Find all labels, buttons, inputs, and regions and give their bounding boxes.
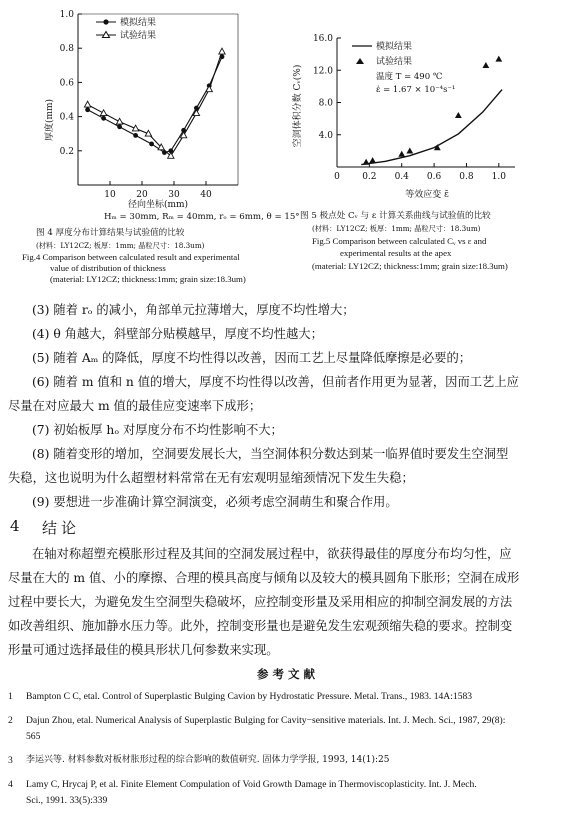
legend-triangle-marker [356, 58, 364, 64]
y-tick-label: 1.0 [59, 10, 74, 20]
x-tick-label: 0.6 [426, 172, 442, 182]
fig4-params: Hₘ = 30mm, Rₘ = 40mm, rₒ = 6mm, θ = 15° [104, 212, 300, 222]
list-item-7: (7) 初始板厚 hₒ 对厚度分布不均性影响不大； [32, 423, 283, 437]
y-tick-label: 4.0 [318, 130, 333, 141]
list-item-5: (5) 随着 Aₘ 的降低，厚度不均性得以改善，因而工艺上尽量降低摩擦是必要的； [32, 351, 472, 365]
data-point-experiment [219, 48, 225, 54]
data-point-simulation [149, 142, 154, 147]
reference-number: 3 [8, 755, 13, 766]
y-tick-label: 0.4 [59, 112, 74, 123]
fig4-caption-en3: (material: LY12CZ; thickness:1mm; grain size:18.3um) [50, 274, 246, 284]
list-item-6-cont: 尽量在对应最大 m 值的最佳应变速率下成形； [8, 399, 262, 413]
fig4-caption-cn: 图 4 厚度分布计算结果与试验值的比较 [36, 228, 185, 238]
references-title: 参 考 文 献 [256, 667, 315, 681]
x-tick-label: 10 [104, 190, 116, 200]
section-number: 4 [10, 517, 20, 535]
data-point-experiment [363, 159, 370, 165]
x-tick-label: 40 [200, 190, 212, 200]
section-title: 结论 [42, 519, 81, 537]
figure-4-chart [0, 0, 290, 222]
x-tick-label: 20 [136, 190, 148, 200]
list-item-4: (4) θ 角越大，斜壁部分贴模越早，厚度不均性越大； [32, 327, 323, 341]
y-tick-label: 0.6 [59, 78, 74, 89]
x-tick-label: 1.0 [491, 172, 506, 182]
conclusion-line-2: 尽量在大的 m 值、小的摩擦、合理的模具高度与倾角以及较大的模具圆角下胀形；空洞在成形 [8, 571, 520, 585]
y-tick-label: 12.0 [312, 66, 333, 77]
data-point-experiment [406, 147, 413, 153]
reference-4-line-1: Lamy C, Hrycaj P, et al. Finite Element Compulation of Void Growth Damage in Thermoviscoplasticity. Int. J. Mech. [26, 779, 477, 790]
list-item-9: (9) 要想进一步准确计算空洞演变，必须考虑空洞萌生和聚合作用。 [32, 495, 398, 509]
y-tick-label: 16.0 [312, 34, 333, 44]
conclusion-line-4: 如改善组织、施加静水压力等。此外，控制变形量也是避免发生宏观颈缩失稳的要求。控制变 [8, 619, 513, 633]
legend-circle-marker [103, 19, 108, 24]
data-point-experiment [84, 101, 90, 107]
x-tick-label: 0.4 [394, 172, 409, 182]
list-item-3: (3) 随着 rₒ 的减小，角部单元拉薄增大，厚度不均性增大； [32, 303, 355, 317]
data-point-simulation [85, 107, 90, 112]
data-point-simulation [101, 116, 106, 121]
fig4-legend-sim: 模拟结果 [120, 18, 157, 28]
y-tick-label: 0.8 [59, 44, 74, 55]
fig5-caption-en1: Fig.5 Comparison between calculated Cᵥ vs ε and [312, 236, 487, 246]
reference-2-line-2: 565 [26, 731, 41, 742]
fig5-caption-en3: (material: LY12CZ; thickness:1mm; grain size:18.3um) [312, 261, 508, 271]
list-item-8-cont: 失稳，这也说明为什么超塑材料常常在无有宏观明显缩颈情况下发生失稳； [8, 471, 414, 485]
data-point-simulation [117, 124, 122, 129]
conclusion-line-5: 形量可通过选择最佳的模具形状几何参数来实现。 [8, 643, 279, 657]
reference-2-line-1: Dajun Zhou, etal. Numerical Analysis of Superplastic Bulging for Cavity−sensitive materials. Int. J. Mech. Sci., 1987, 29(8): [26, 715, 506, 726]
series-line-simulation [88, 57, 222, 153]
series-line-experiment [88, 52, 222, 156]
data-point-experiment [482, 62, 489, 68]
list-item-8: (8) 随着变形的增加，空洞要发展长大，当空洞体积分数达到某一临界值时要发生空洞型 [32, 447, 509, 461]
x-tick-label: 0.8 [459, 172, 474, 182]
series-line-simulation [361, 90, 502, 165]
x-tick-label: 30 [168, 190, 180, 200]
fig4-caption-material: (材料：LY12CZ; 板厚：1mm; 晶粒尺寸：18.3um) [36, 241, 205, 250]
fig4-ylabel: 厚度(mm) [45, 98, 55, 142]
fig4-xlabel: 径向坐标(mm) [127, 200, 189, 210]
reference-number: 2 [8, 715, 13, 726]
list-item-6: (6) 随着 m 值和 n 值的增大，厚度不均性得以改善，但前者作用更为显著，因而工艺上应 [32, 375, 519, 389]
data-point-experiment [398, 151, 405, 157]
x-tick-label: 0 [334, 172, 340, 182]
fig4-axes [78, 14, 238, 185]
fig5-legend-temp: 温度 T = 490 ℃ [376, 72, 443, 82]
y-tick-label: 0.2 [59, 146, 74, 157]
data-point-simulation [133, 133, 138, 138]
fig5-legend-exp: 试验结果 [376, 57, 413, 67]
figure-5-chart [290, 0, 572, 222]
fig5-axes [337, 38, 515, 167]
fig4-caption-en2: value of distribution of thickness [50, 263, 166, 273]
x-tick-label: 0.2 [362, 172, 377, 182]
data-point-experiment [455, 112, 462, 118]
fig4-caption-en1: Fig.4 Comparison between calculated result and experimental [22, 252, 240, 262]
reference-1-line-1: Bampton C C, etal. Control of Superplastic Bulging Cavion by Hydrostatic Pressure. Metal. Trans., 1983. 14A:1583 [26, 691, 473, 702]
fig5-caption-cn: 图 5 极点处 Cᵥ 与 ε 计算关系曲线与试验值的比较 [300, 211, 491, 221]
data-point-experiment [100, 110, 106, 116]
reference-3-line-1: 李运兴等. 材料参数对板材胀形过程的综合影响的数值研究. 固体力学学报, 1993, 14(1):25 [26, 755, 390, 765]
reference-number: 1 [8, 691, 13, 702]
fig5-legend-sim: 模拟结果 [376, 42, 413, 52]
conclusion-line-3: 过程中要长大，为避免发生空洞型失稳破坏，应控制变形量及采用相应的抑制空洞发展的方法 [8, 595, 513, 609]
fig5-caption-en2: experimental results at the apex [340, 248, 452, 258]
reference-number: 4 [8, 779, 13, 790]
data-point-experiment [495, 56, 502, 62]
data-point-experiment [116, 118, 122, 124]
fig5-legend-rate: ε̇ = 1.67 × 10⁻⁴s⁻¹ [376, 85, 456, 95]
fig5-caption-material: (材料：LY12CZ; 板厚：1mm; 晶粒尺寸：18.3um) [312, 224, 481, 233]
fig5-xlabel: 等效应变 ε̄ [405, 190, 449, 200]
y-tick-label: 8.0 [318, 98, 333, 109]
fig4-legend [96, 16, 156, 41]
fig5-legend [352, 40, 455, 95]
data-point-experiment [369, 157, 376, 163]
conclusion-line-1: 在轴对称超塑充模胀形过程及其间的空洞发展过程中，欲获得最佳的厚度分布均匀性，应 [32, 547, 512, 561]
reference-4-line-2: Sci., 1991. 33(5):339 [26, 795, 108, 806]
fig4-legend-exp: 试验结果 [120, 31, 157, 41]
fig5-ylabel: 空洞体积分数 Cᵥ(%) [293, 64, 303, 148]
